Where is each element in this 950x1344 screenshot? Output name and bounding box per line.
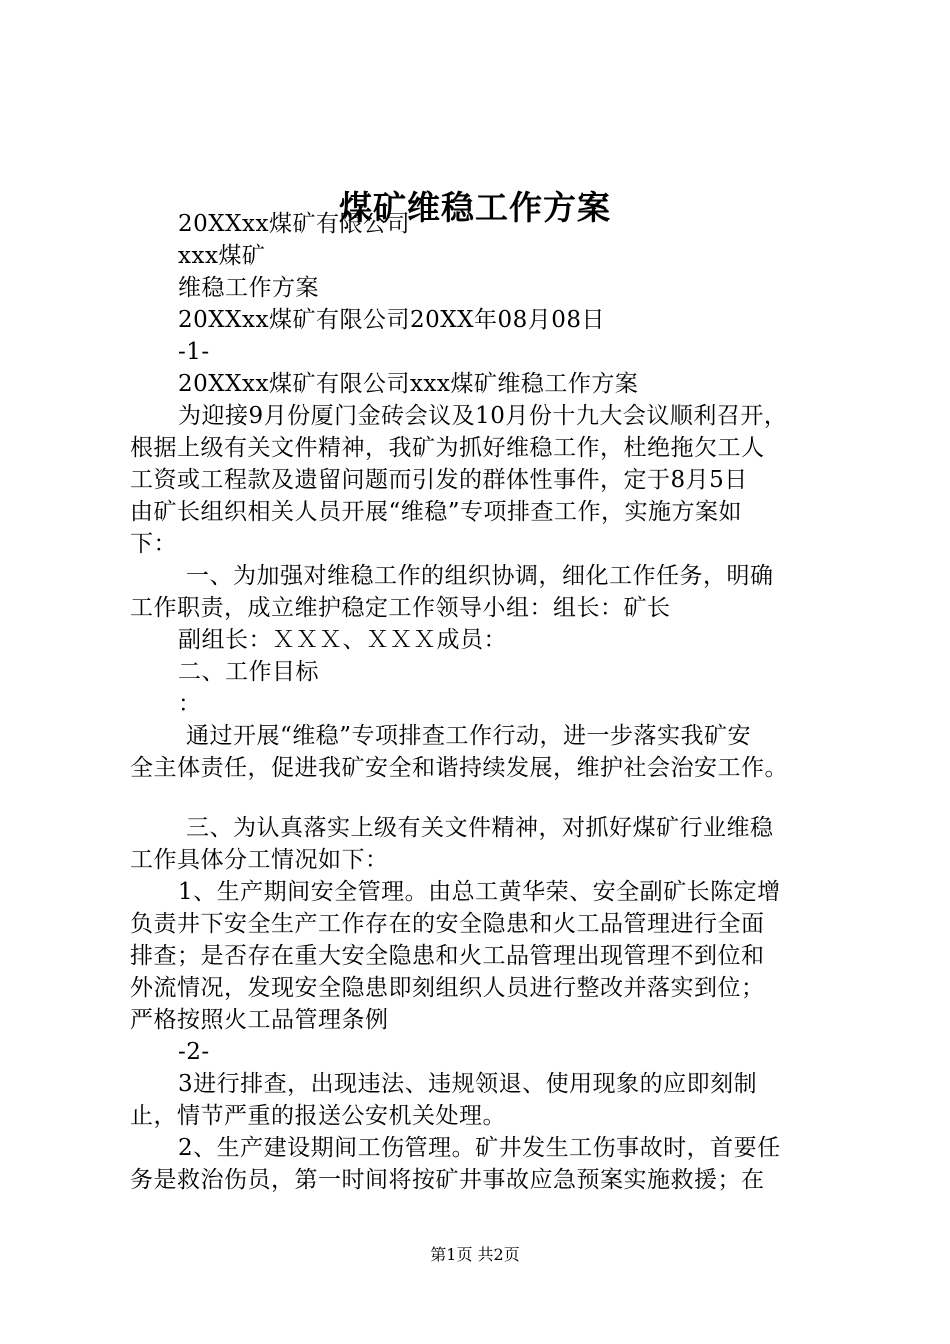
- page-footer: 第1页 共2页: [430, 1245, 520, 1264]
- text-line: 根据上级有关文件精神，我矿为抓好维稳工作，杜绝拖欠工人: [130, 435, 765, 461]
- text-line: 三、为认真落实上级有关文件精神，对抓好煤矿行业维稳: [186, 815, 774, 841]
- text-line: 外流情况，发现安全隐患即刻组织人员进行整改并落实到位；: [130, 975, 765, 1001]
- text-line: 工作具体分工情况如下：: [130, 847, 389, 873]
- page-marker: -1-: [178, 339, 210, 365]
- text-line: 工作职责，成立维护稳定工作领导小组：组长：矿长: [130, 595, 671, 621]
- text-line: 3进行排查，出现违法、违规领退、使用现象的应即刻制: [178, 1071, 758, 1097]
- text-line: 副组长：ＸＸＸ、ＸＸＸ成员：: [178, 627, 507, 653]
- text-line: 20XXxx煤矿有限公司xxx煤矿维稳工作方案: [178, 371, 639, 397]
- text-line: 务是救治伤员，第一时间将按矿井事故应急预案实施救援；在: [130, 1167, 765, 1193]
- text-line: 20XXxx煤矿有限公司: [178, 211, 410, 237]
- text-line: 严格按照火工品管理条例: [130, 1007, 389, 1033]
- text-line: 下：: [130, 531, 177, 557]
- text-line: 一、为加强对维稳工作的组织协调，细化工作任务，明确: [186, 563, 774, 589]
- text-line: 1、生产期间安全管理。由总工黄华荣、安全副矿长陈定增: [178, 879, 781, 905]
- text-line: 止，情节严重的报送公安机关处理。: [130, 1103, 506, 1129]
- text-line: 20XXxx煤矿有限公司20XX年08月08日: [178, 307, 606, 333]
- text-line: 工资或工程款及遗留问题而引发的群体性事件，定于8月5日: [130, 467, 748, 493]
- text-line: 全主体责任，促进我矿安全和谐持续发展，维护社会治安工作。: [130, 755, 788, 781]
- text-line: 负责井下安全生产工作存在的安全隐患和火工品管理进行全面: [130, 911, 765, 937]
- text-line: xxx煤矿: [178, 243, 266, 269]
- text-line: 维稳工作方案: [178, 275, 319, 301]
- text-line: 为迎接9月份厦门金砖会议及10月份十九大会议顺利召开，: [178, 403, 788, 429]
- text-line: 通过开展“维稳”专项排查工作行动，进一步落实我矿安: [186, 723, 752, 749]
- text-line: 排查；是否存在重大安全隐患和火工品管理出现管理不到位和: [130, 943, 765, 969]
- text-line: 2、生产建设期间工伤管理。矿井发生工伤事故时，首要任: [178, 1135, 781, 1161]
- section-heading: 二、工作目标: [178, 659, 319, 685]
- text-line: 由矿长组织相关人员开展“维稳”专项排查工作，实施方案如: [130, 499, 743, 525]
- text-line: ：: [178, 691, 202, 717]
- page-marker: -2-: [178, 1039, 210, 1065]
- document-title: 煤矿维稳工作方案: [339, 188, 611, 227]
